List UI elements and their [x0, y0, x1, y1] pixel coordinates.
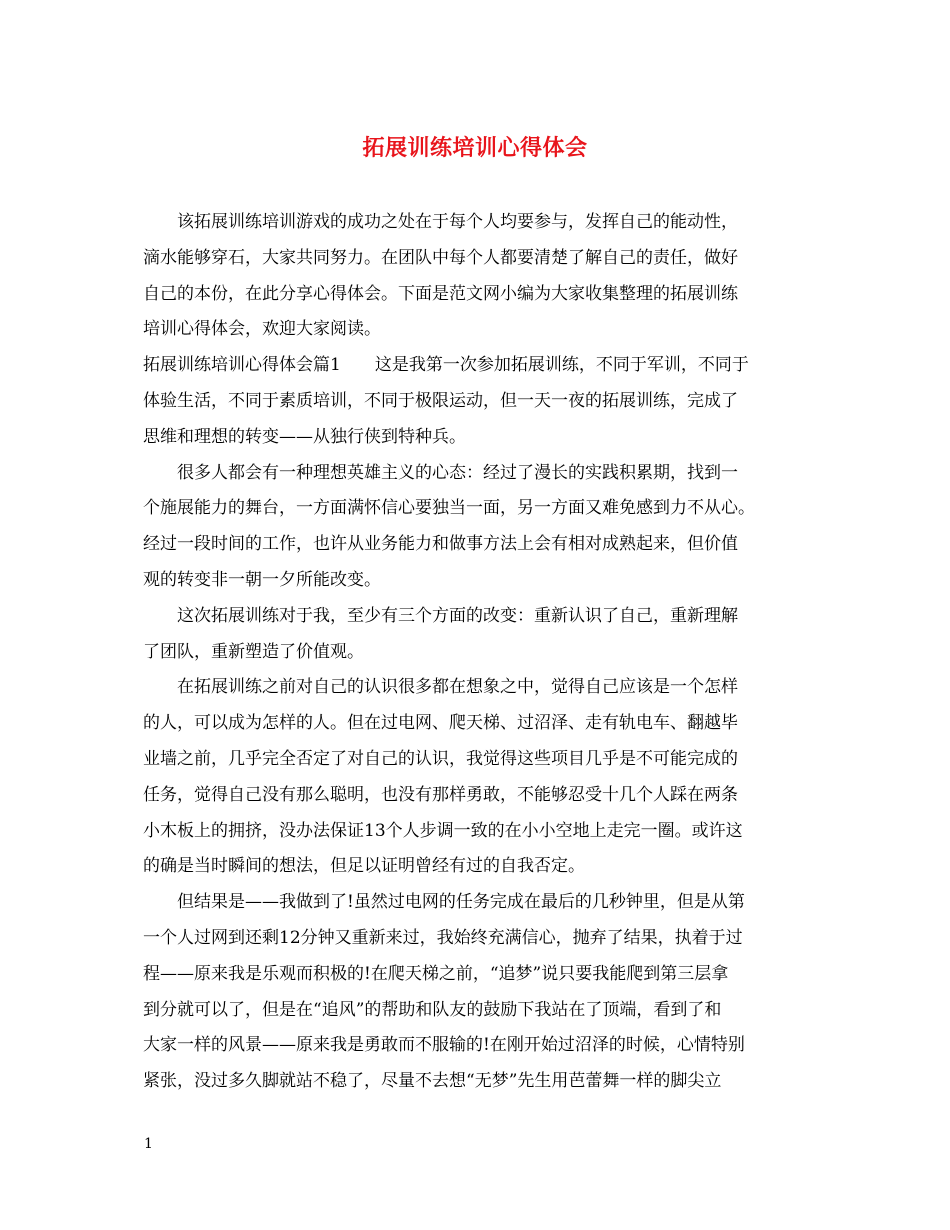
body-text-line: 经过一段时间的工作，也许从业务能力和做事方法上会有相对成熟起来，但价值	[143, 534, 738, 555]
body-text-line: 的人，可以成为怎样的人。但在过电网、爬天梯、过沼泽、走有轨电车、翻越毕	[143, 713, 738, 734]
body-text-line: 体验生活，不同于素质培训，不同于极限运动，但一天一夜的拓展训练，完成了	[143, 390, 738, 411]
body-text-line: 程——原来我是乐观而积极的!在爬天梯之前，“追梦”说只要我能爬到第三层拿	[143, 963, 729, 984]
document-body	[143, 205, 823, 1100]
body-text-line: 观的转变非一朝一夕所能改变。	[143, 569, 381, 590]
body-text-line: 到分就可以了，但是在“追风”的帮助和队友的鼓励下我站在了顶端，看到了和	[143, 999, 722, 1020]
body-text-line: 拓展训练培训心得体会篇1 这是我第一次参加拓展训练，不同于军训，不同于	[143, 355, 749, 376]
body-text-line: 业墙之前，几乎完全否定了对自己的认识，我觉得这些项目几乎是不可能完成的	[143, 748, 738, 769]
body-text-line: 的确是当时瞬间的想法，但足以证明曾经有过的自我否定。	[143, 856, 585, 877]
body-text-line: 这次拓展训练对于我，至少有三个方面的改变：重新认识了自己，重新理解	[143, 605, 738, 626]
body-text-line: 一个人过网到还剩12分钟又重新来过，我始终充满信心，抛弃了结果，执着于过	[143, 927, 743, 948]
body-text-line: 大家一样的风景——原来我是勇敢而不服输的!在刚开始过沼泽的时候，心情特别	[143, 1035, 745, 1056]
body-text-line: 培训心得体会，欢迎大家阅读。	[143, 319, 381, 340]
body-text-line: 在拓展训练之前对自己的认识很多都在想象之中，觉得自己应该是一个怎样	[143, 677, 738, 698]
body-text-line: 个施展能力的舞台，一方面满怀信心要独当一面，另一方面又难免感到力不从心。	[143, 498, 755, 519]
body-text-line: 紧张，没过多久脚就站不稳了，尽量不去想“无梦”先生用芭蕾舞一样的脚尖立	[143, 1071, 722, 1092]
body-text-line: 任务，觉得自己没有那么聪明，也没有那样勇敢，不能够忍受十几个人踩在两条	[143, 784, 738, 805]
body-text-line: 很多人都会有一种理想英雄主义的心态：经过了漫长的实践积累期，找到一	[143, 462, 738, 483]
body-text-line: 该拓展训练培训游戏的成功之处在于每个人均要参与，发挥自己的能动性，	[143, 212, 738, 232]
page-number: 1	[144, 1136, 153, 1152]
body-text-line: 但结果是——我做到了!虽然过电网的任务完成在最后的几秒钟里，但是从第	[143, 892, 745, 913]
document-title: 拓展训练培训心得体会	[362, 135, 588, 161]
body-text-line: 小木板上的拥挤，没办法保证13个人步调一致的在小小空地上走完一圈。或许这	[143, 820, 743, 841]
body-text-line: 自己的本份，在此分享心得体会。下面是范文网小编为大家收集整理的拓展训练	[143, 283, 738, 304]
body-text-line: 思维和理想的转变——从独行侠到特种兵。	[143, 426, 466, 447]
body-text-line: 滴水能够穿石，大家共同努力。在团队中每个人都要清楚了解自己的责任，做好	[143, 247, 738, 268]
body-text-line: 了团队，重新塑造了价值观。	[143, 641, 364, 662]
